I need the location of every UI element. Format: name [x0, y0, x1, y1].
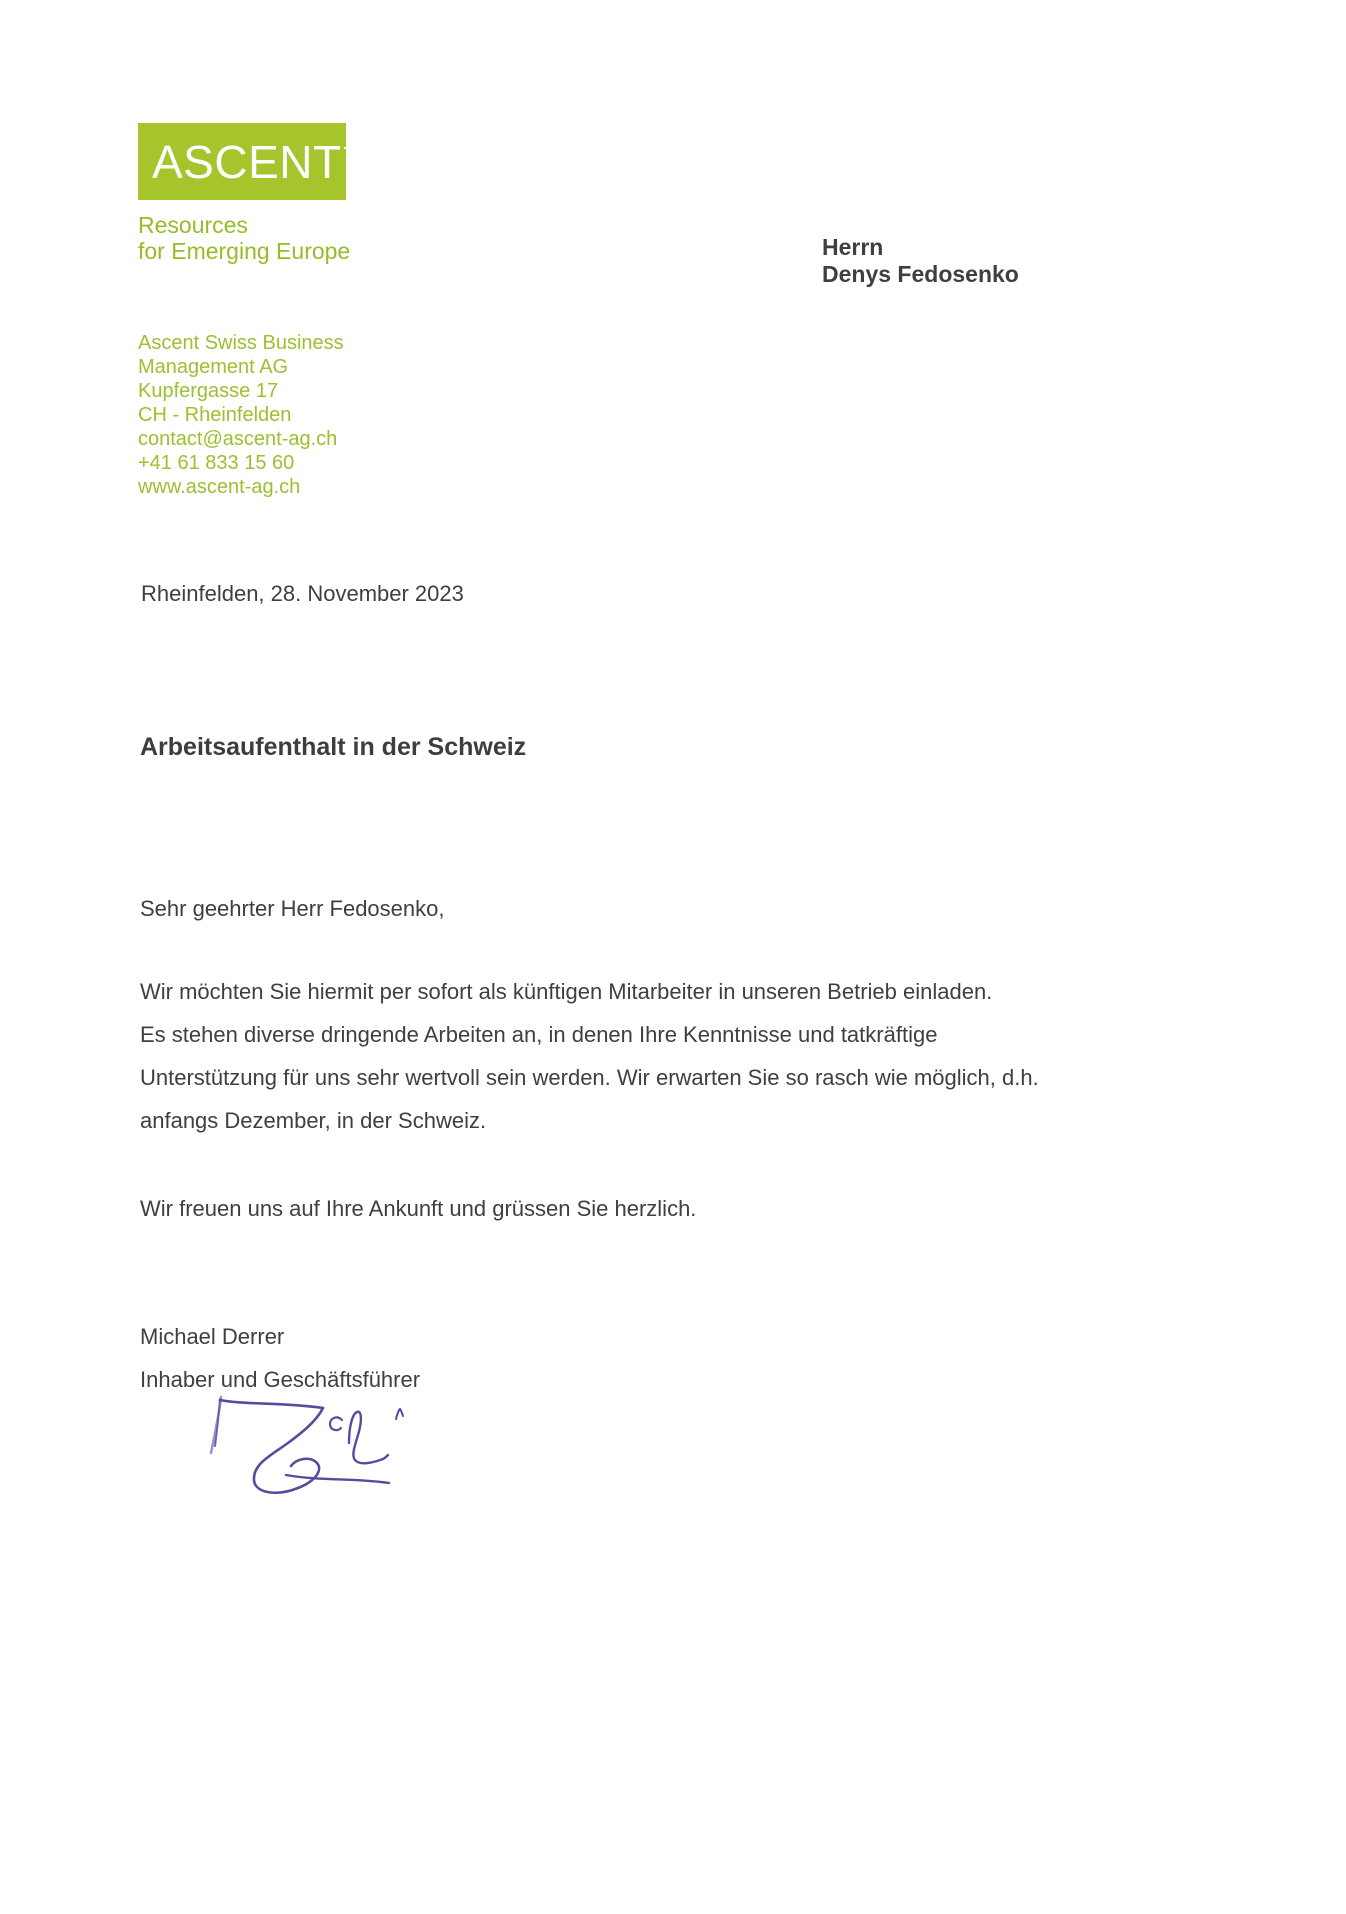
- handwritten-signature-image: [150, 1372, 490, 1542]
- tagline-line-2: for Emerging Europe: [138, 238, 351, 264]
- body-paragraph-2: Wir freuen uns auf Ihre Ankunft und grüssen Sie herzlich.: [140, 1196, 697, 1221]
- body-line-2: Es stehen diverse dringende Arbeiten an, in denen Ihre Kenntnisse und tatkräftige: [140, 1022, 938, 1047]
- sender-website: www.ascent-ag.ch: [138, 476, 301, 498]
- body-paragraph-1: [140, 970, 1260, 1142]
- recipient-block: [822, 234, 1019, 288]
- subject-line: Arbeitsaufenthalt in der Schweiz: [140, 733, 527, 761]
- body-line-3: Unterstützung für uns sehr wertvoll sein werden. Wir erwarten Sie so rasch wie möglich, d.h.: [140, 1065, 1039, 1090]
- signer-title: Inhaber und Geschäftsführer: [140, 1367, 421, 1392]
- sender-company-line-1: Ascent Swiss Business: [138, 332, 344, 354]
- logo-tagline: [138, 212, 350, 264]
- logo-plus-icon: +: [342, 132, 358, 163]
- company-logo: [138, 123, 358, 200]
- sender-company-line-2: Management AG: [138, 356, 289, 378]
- signer-name: Michael Derrer: [140, 1324, 285, 1349]
- sender-street: Kupfergasse 17: [138, 380, 279, 402]
- body-line-1: Wir möchten Sie hiermit per sofort als künftigen Mitarbeiter in unseren Betrieb einladen.: [140, 979, 993, 1004]
- sender-city: CH - Rheinfelden: [138, 404, 292, 426]
- date-line: Rheinfelden, 28. November 2023: [141, 581, 464, 606]
- sender-address-block: [138, 331, 344, 499]
- tagline-line-1: Resources: [138, 212, 248, 238]
- recipient-salutation: Herrn: [822, 234, 884, 260]
- sender-email: contact@ascent-ag.ch: [138, 428, 338, 450]
- recipient-name: Denys Fedosenko: [822, 261, 1019, 287]
- greeting-line: Sehr geehrter Herr Fedosenko,: [140, 896, 445, 921]
- sender-phone: +41 61 833 15 60: [138, 452, 295, 474]
- logo-wordmark: ASCENT: [152, 135, 342, 188]
- body-line-4: anfangs Dezember, in der Schweiz.: [140, 1108, 487, 1133]
